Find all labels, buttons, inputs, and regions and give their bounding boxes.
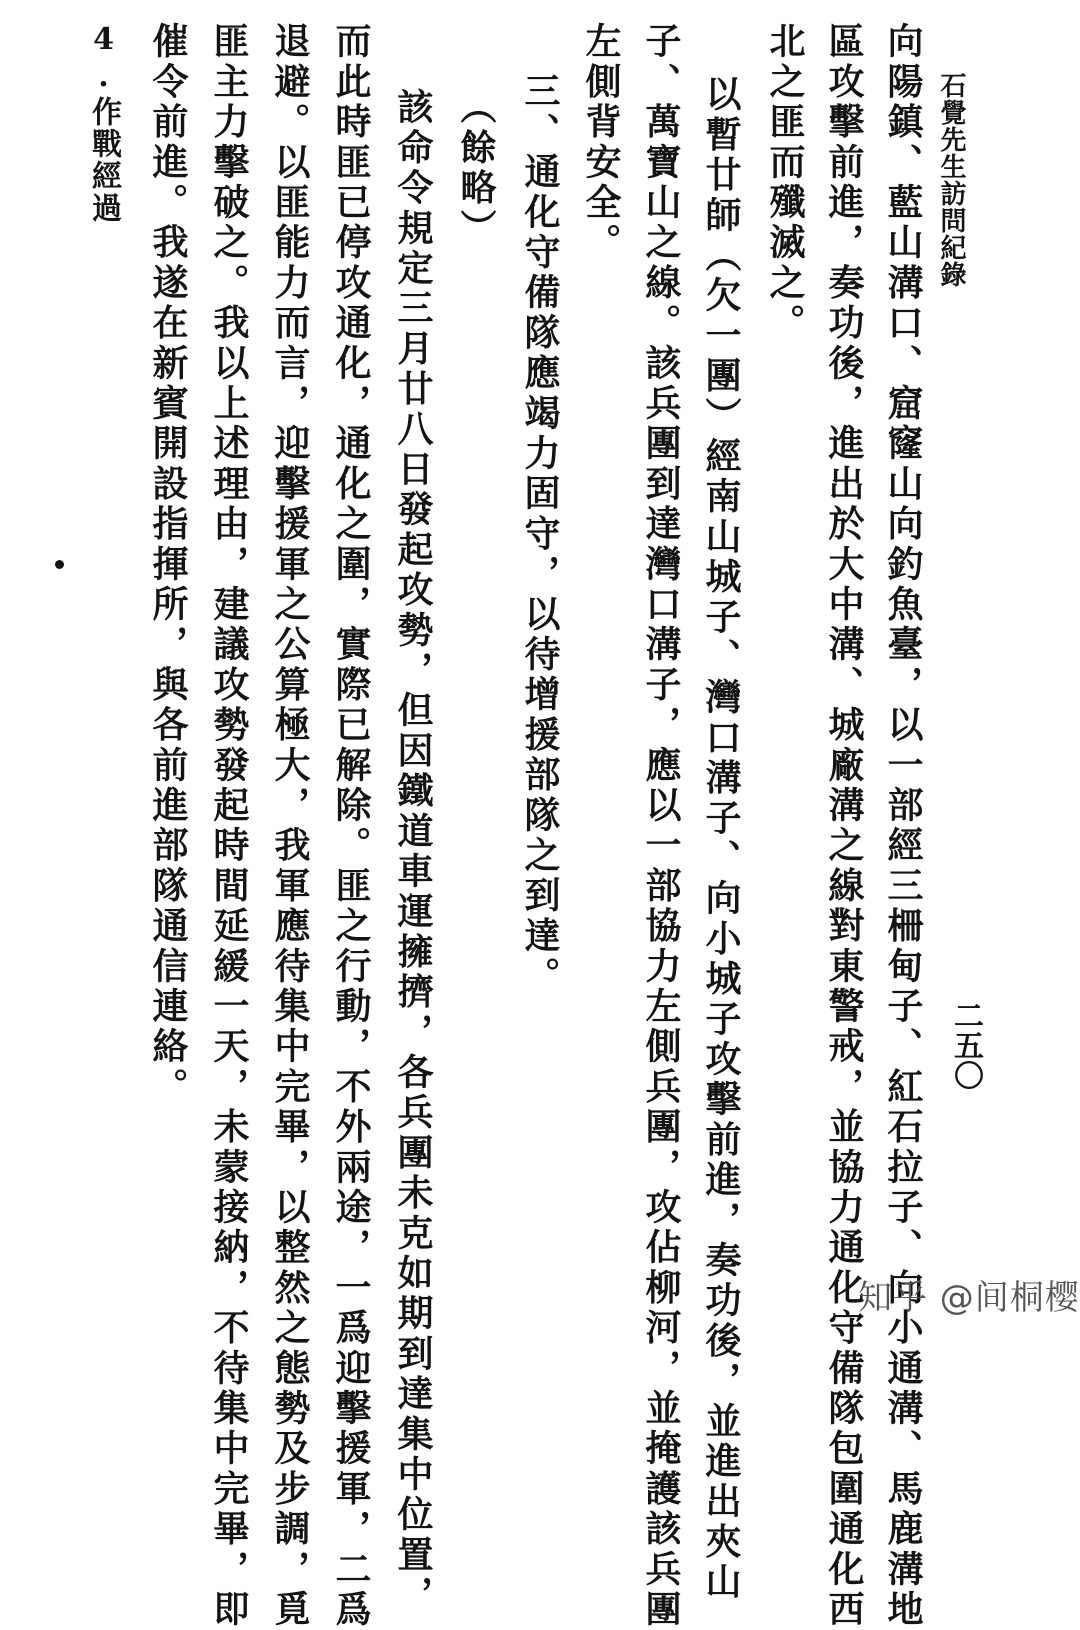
text-column-11: 退避。以匪能力而言，迎擊援軍之公算極大，我軍應待集中完畢，以整然之態勢及步調，覓	[269, 22, 311, 1630]
text-column-13: 催令前進。我遂在新賓開設指揮所，與各前進部隊通信連絡。	[147, 22, 189, 1108]
text-column-10: 而此時匪已停攻通化，通化之圍，實際已解除。匪之行動，不外兩途，一爲迎擊援軍，二爲	[330, 22, 372, 1630]
text-column-5: 子、萬寶山之線。該兵團到達灣口溝子，應以一部協力左側兵團，攻佔柳河，並掩護該兵團	[640, 22, 682, 1630]
watermark: 知乎 @间桐樱	[858, 1278, 1080, 1318]
page-number: 二五〇	[948, 1000, 983, 1090]
text-column-12: 匪主力擊破之。我以上述理由，建議攻勢發起時間延緩一天，未蒙接納，不待集中完畢，即	[208, 22, 250, 1630]
text-column-6: 左側背安全。	[580, 22, 622, 264]
scan-speck	[55, 560, 64, 569]
text-column-3: 北之匪而殲滅之。	[764, 22, 806, 344]
text-column-8: （餘略）	[455, 88, 497, 249]
text-column-4: 以暫廿師（欠一團）經南山城子、灣口溝子、向小城子攻擊前進，奏功後，並進出夾山	[700, 75, 742, 1603]
text-column-9: 該命令規定三月廿八日發起攻勢，但因鐵道車運擁擠，各兵團未克如期到達集中位置，	[392, 88, 434, 1616]
text-column-2: 區攻擊前進，奏功後，進出於大中溝、城廠溝之線對東警戒，並協力通化守備隊包圍通化西	[823, 22, 865, 1630]
running-title: 石覺先生訪問紀錄	[936, 72, 966, 288]
text-column-7: 三、通化守備隊應竭力固守，以待增援部隊之到達。	[519, 72, 561, 997]
section-heading: 4.作戰經過	[86, 22, 121, 224]
text-column-1: 向陽鎮、藍山溝口、窟窿山向釣魚臺，以一部經三柵甸子、紅石拉子、向小通溝、馬鹿溝地	[882, 22, 924, 1630]
